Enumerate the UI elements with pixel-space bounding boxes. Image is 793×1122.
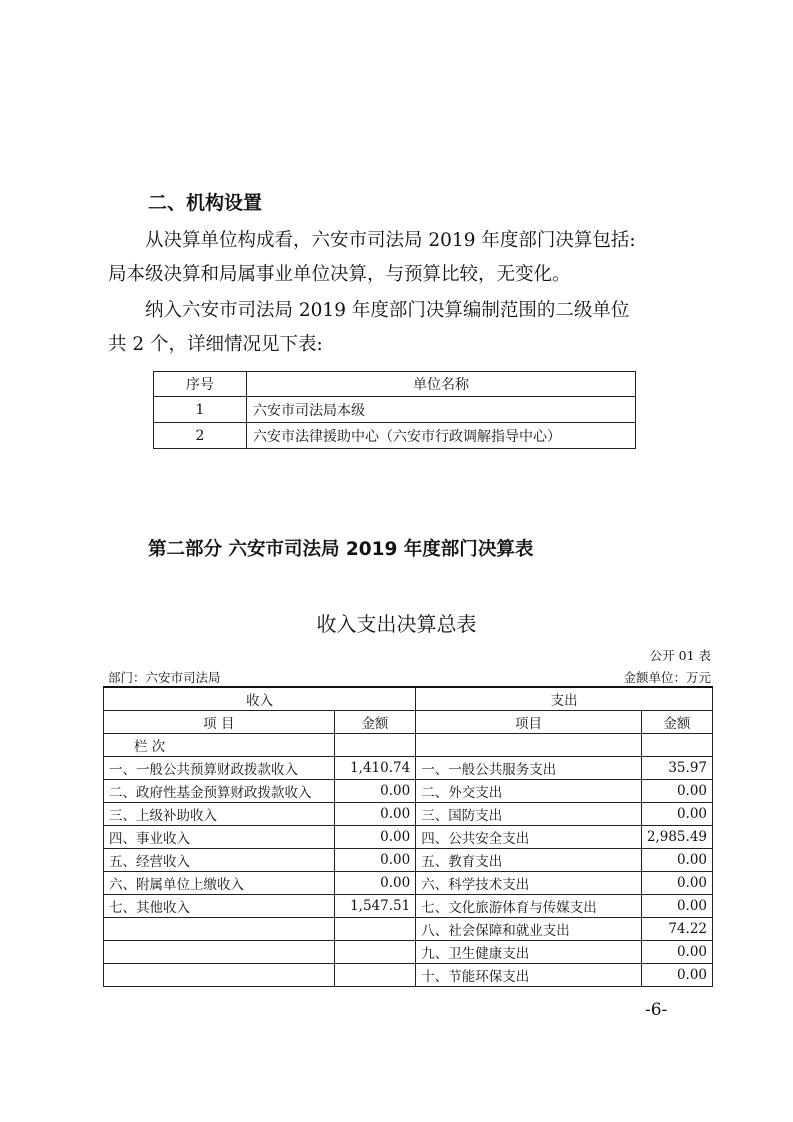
expense-amount-cell: 0.00 bbox=[641, 872, 712, 895]
expense-item-cell: 八、社会保障和就业支出 bbox=[416, 918, 642, 941]
department-label: 部门：六安市司法局 bbox=[108, 670, 221, 685]
expense-item-cell: 二、外交支出 bbox=[416, 780, 642, 803]
expense-item-header: 项目 bbox=[416, 711, 642, 734]
income-item-cell bbox=[104, 941, 335, 964]
income-amount-cell: 0.00 bbox=[334, 826, 416, 849]
expense-amount-cell: 74.22 bbox=[641, 918, 712, 941]
income-expense-table bbox=[103, 686, 713, 987]
amount-unit-label: 金额单位：万元 bbox=[623, 670, 711, 685]
expense-amount-cell: 0.00 bbox=[641, 780, 712, 803]
table-header-row bbox=[104, 687, 713, 711]
income-header: 收入 bbox=[104, 687, 416, 711]
income-amount-cell bbox=[334, 941, 416, 964]
table-row bbox=[104, 872, 713, 895]
column-header-unit-name: 单位名称 bbox=[247, 372, 636, 397]
expense-header: 支出 bbox=[416, 687, 713, 711]
table-body bbox=[104, 757, 713, 987]
income-amount-cell: 0.00 bbox=[334, 780, 416, 803]
expense-amount-header: 金额 bbox=[641, 711, 712, 734]
expense-item-cell: 四、公共安全支出 bbox=[416, 826, 642, 849]
income-amount-cell: 1,547.51 bbox=[334, 895, 416, 918]
income-amount-cell bbox=[334, 964, 416, 987]
paragraph-line: 共 2 个，详细情况见下表: bbox=[108, 334, 323, 355]
expense-amount-cell: 0.00 bbox=[641, 941, 712, 964]
expense-amount-cell: 0.00 bbox=[641, 803, 712, 826]
expense-item-cell: 五、教育支出 bbox=[416, 849, 642, 872]
expense-amount-cell: 0.00 bbox=[641, 964, 712, 987]
cell-unit-name: 六安市法律援助中心（六安市行政调解指导中心） bbox=[247, 423, 636, 449]
expense-item-cell: 六、科学技术支出 bbox=[416, 872, 642, 895]
income-item-cell: 五、经营收入 bbox=[104, 849, 335, 872]
section-heading-org-setup: 二、机构设置 bbox=[148, 192, 263, 214]
income-amount-cell: 0.00 bbox=[334, 849, 416, 872]
table-row bbox=[104, 826, 713, 849]
expense-amount-cell: 2,985.49 bbox=[641, 826, 712, 849]
income-amount-header: 金额 bbox=[334, 711, 416, 734]
income-amount-cell: 1,410.74 bbox=[334, 757, 416, 780]
table-row bbox=[104, 734, 713, 757]
expense-amount-cell: 0.00 bbox=[641, 895, 712, 918]
expense-item-cell: 九、卫生健康支出 bbox=[416, 941, 642, 964]
empty-cell bbox=[641, 734, 712, 757]
column-header-index: 序号 bbox=[154, 372, 247, 397]
table-row bbox=[154, 423, 636, 449]
empty-cell bbox=[334, 734, 416, 757]
expense-item-cell: 一、一般公共服务支出 bbox=[416, 757, 642, 780]
income-item-cell: 七、其他收入 bbox=[104, 895, 335, 918]
income-item-header: 项 目 bbox=[104, 711, 335, 734]
expense-item-cell: 十、节能环保支出 bbox=[416, 964, 642, 987]
paragraph-line: 纳入六安市司法局 2019 年度部门决算编制范围的二级单位 bbox=[145, 300, 630, 321]
income-amount-cell bbox=[334, 918, 416, 941]
table-header-row bbox=[154, 372, 636, 397]
paragraph-line: 局本级决算和局属事业单位决算，与预算比较，无变化。 bbox=[108, 264, 571, 285]
table-row bbox=[104, 918, 713, 941]
income-item-cell: 一、一般公共预算财政拨款收入 bbox=[104, 757, 335, 780]
table-row bbox=[104, 803, 713, 826]
table-subheader-row bbox=[104, 711, 713, 734]
table-row bbox=[104, 941, 713, 964]
income-item-cell bbox=[104, 918, 335, 941]
empty-cell bbox=[416, 734, 642, 757]
table-row bbox=[104, 849, 713, 872]
table-row bbox=[104, 757, 713, 780]
income-amount-cell: 0.00 bbox=[334, 872, 416, 895]
expense-amount-cell: 0.00 bbox=[641, 849, 712, 872]
expense-item-cell: 七、文化旅游体育与传媒支出 bbox=[416, 895, 642, 918]
table-row bbox=[154, 397, 636, 423]
paragraph-line: 从决算单位构成看，六安市司法局 2019 年度部门决算包括: bbox=[145, 230, 636, 251]
paragraph-secondary-units bbox=[108, 294, 693, 362]
report-title: 收入支出决算总表 bbox=[316, 612, 477, 636]
income-item-cell: 二、政府性基金预算财政拨款收入 bbox=[104, 780, 335, 803]
unit-list-table bbox=[153, 371, 636, 449]
table-row bbox=[104, 964, 713, 987]
part2-heading: 第二部分 六安市司法局 2019 年度部门决算表 bbox=[148, 539, 534, 560]
income-item-cell: 三、上级补助收入 bbox=[104, 803, 335, 826]
cell-unit-name: 六安市司法局本级 bbox=[247, 397, 636, 423]
page-number: -6- bbox=[645, 1000, 668, 1020]
report-code: 公开 01 表 bbox=[649, 648, 711, 663]
paragraph-decision-scope bbox=[108, 224, 693, 292]
income-amount-cell: 0.00 bbox=[334, 803, 416, 826]
income-item-cell bbox=[104, 964, 335, 987]
table-row bbox=[104, 895, 713, 918]
income-item-cell: 四、事业收入 bbox=[104, 826, 335, 849]
table-row bbox=[104, 780, 713, 803]
cell-index: 2 bbox=[154, 423, 247, 449]
row-label-cell: 栏 次 bbox=[104, 734, 335, 757]
expense-amount-cell: 35.97 bbox=[641, 757, 712, 780]
cell-index: 1 bbox=[154, 397, 247, 423]
income-item-cell: 六、附属单位上缴收入 bbox=[104, 872, 335, 895]
expense-item-cell: 三、国防支出 bbox=[416, 803, 642, 826]
